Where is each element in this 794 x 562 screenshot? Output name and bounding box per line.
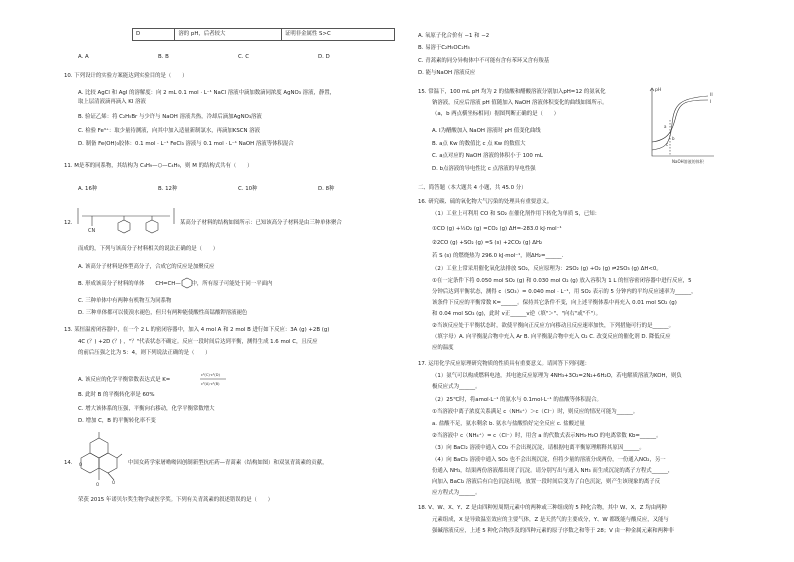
q16-line: （1）工业上可利用 CO 和 SO₂ 在催化剂作用下转化为单质 S，已知：	[432, 211, 601, 217]
q17-line: 极反应式为______。	[432, 384, 481, 390]
q17-line: a. 盐酸不足，氨水剩余 b. 氨水与盐酸恰好完全反应 c. 盐酸过量	[432, 421, 585, 427]
svg-text:O: O	[79, 462, 83, 467]
q14-number: 14.	[64, 460, 73, 466]
svg-text:c⁴(C)·c²(D): c⁴(C)·c²(D)	[201, 373, 220, 377]
q10-option-c[interactable]: C. 检验 Fe³⁺：取少量待测液，向其中加入适量新制氯水，再滴加KSCN 溶液	[78, 128, 261, 134]
q15-stem-3: （a，b 两点横坐标相同）据图判断正确的是（ ）	[432, 111, 560, 117]
answer-table	[132, 28, 395, 41]
q14-option-b[interactable]: B. 易溶于C₂H₅OC₂H₅	[418, 45, 470, 51]
artemisinin-structure-figure	[74, 430, 124, 490]
q14-option-c[interactable]: C. 青蒿素的同分异构体中不可能有含有苯环又含有羧基	[418, 58, 550, 64]
curve-label-II: II	[710, 93, 713, 98]
q12-stem: 某高分子材料的结构如图所示：已知该高分子材料是由三种单体聚合	[180, 220, 342, 226]
q15-stem-2: 钠溶液，反应后溶液 pH 值随加入 NaOH 溶液体积变化的曲线如图所示。	[432, 100, 608, 106]
section-title: 二、简答题（本大题共 4 小题，共 45.0 分）	[418, 185, 527, 191]
q18-line: 元素组成，X 是导致温室效应的主要气体，Z 是天然气的主要成分，Y、W 都既能与酸反应，又能与	[432, 517, 669, 523]
q13-option-c[interactable]: C. 增大该体系的压强，平衡向右移动，化学平衡常数增大	[78, 406, 215, 412]
svg-text:O: O	[112, 480, 116, 485]
q13-stem-2: 4C (？) +2D (？) ，"？"代表状态不确定。反应一段时间后达到平衡，测得生成 1.6 mol C，且反应	[78, 339, 318, 345]
q17-line: 向加入 BaCl₂ 溶液后有白色沉淀出现，放置一段时间后变为了白色沉淀，则产生该现象的离子反	[432, 479, 661, 485]
q12-option-c[interactable]: C. 三种单体中有两种有机物互为同系物	[78, 298, 172, 304]
q10-option-a-cont: 取上层清液滴再滴入 KI 溶液	[78, 99, 146, 105]
q16-line: 分钟后达到平衡状态，测得 c（SO₃）= 0.040 mol · L⁻¹，用 SO₂ 表示的 5 分钟内的平均反应速率为______，	[432, 289, 697, 295]
q15-stem: 15. 常温下，100 mL pH 均为 2 的盐酸和醋酸溶液分别加入pH=12 的氨氧化	[418, 89, 606, 95]
q17-line: 17. 运用化学反应原理研究物质的性质具有重要意义。请回答下列问题：	[418, 361, 591, 367]
q16-line: （2）工业上常采用催化氧化法排放 SO₂，反应原理为：2SO₂ (g) +O₂ (g) ⇌2SO₃ (g) ΔH<0。	[432, 266, 662, 272]
q17-line: ①当溶液中离子浓度关系满足 c（NH₄⁺）＞c（Cl⁻）时，则反应的情况可能为______。	[432, 409, 639, 415]
svg-text:c³(A)·c²(B): c³(A)·c²(B)	[201, 382, 220, 386]
q14-option-d[interactable]: D. 能与NaOH 溶液反应	[418, 70, 476, 76]
option-b[interactable]: B. 12种	[158, 186, 178, 192]
q10-option-d[interactable]: D. 制备 Fe(OH)₃胶体：0.1 mol · L⁻¹ FeCl₃ 溶液与 0.1 mol · L⁻¹ NaOH 溶液等体积混合	[78, 141, 294, 147]
option-b[interactable]: B. B	[158, 54, 169, 60]
q13-stem: 13. 某恒温密闭容器中，在一个 2 L 的密闭容器中，加入 4 mol A 和 2 mol B 进行如下反应：3A (g) +2B (g)	[64, 327, 330, 333]
option-a[interactable]: A. 16种	[78, 186, 98, 192]
q17-line: ②当溶液中 c（NH₄⁺）= c（Cl⁻）时，用含 a 的代数式表示NH₃·H₂O 的电离常数 Kb=______。	[432, 433, 662, 439]
table-cell: D	[133, 29, 175, 41]
q14-stem-2: 荣获 2015 年诺贝尔奖生物学或医学奖。下列有关青蒿素的叙述错误的是（ ）	[78, 497, 274, 503]
titration-curve-figure	[646, 84, 718, 166]
svg-text:O: O	[96, 482, 100, 487]
point-label-b: b	[672, 136, 675, 141]
point-label-a: a	[664, 124, 667, 129]
q17-line: 应方程式为______。	[432, 490, 481, 496]
q16-line: ②当该反应处于平衡状态时，欲使平衡向正反应方向移动且反应速率加快，下列措施可行的是______。	[432, 323, 675, 329]
q17-line: 份通入 NH₃，结果两份溶液都出现了沉淀。请分别写出与通入 NH₃ 而生成沉淀的离子方程式______，	[432, 468, 674, 474]
q16-line: 若 S (s) 的燃烧热为 296.0 kJ·mol⁻¹，则ΔH₂=______.	[432, 253, 564, 259]
q15-option-a[interactable]: A. Ⅰ为醋酸加入 NaOH 溶液时 pH 值变化曲线	[432, 128, 541, 134]
q15-option-d[interactable]: D. b点溶液的导电性比 c 点溶液的导电性强	[432, 166, 536, 172]
q12-stem-2: 而成的，下列与该高分子材料相关的说法正确的是（ ）	[78, 246, 219, 252]
q17-line: （2）25℃时，将amol·L⁻¹ 的氨水与 0.1mol·L⁻¹ 的盐酸等体积混合。	[432, 397, 602, 403]
q10-stem: 10. 下列设计的实验方案能达到实验目的是（ ）	[64, 73, 188, 79]
q17-line: （3）向 BaCl₂ 溶液中通入 CO₂ 不会出现沉淀，请根据电离平衡原理解释其原因______。	[432, 445, 645, 451]
q16-line: 和 0.04 mol SO₃ (g)，此时 v正______v逆（填"＞"、"向右"或"不"）。	[432, 311, 602, 317]
option-d[interactable]: D. D	[318, 54, 330, 60]
q13-option-a[interactable]: A. 该反应的化学平衡常数表达式是 K=	[78, 377, 171, 383]
option-c[interactable]: C. C	[238, 54, 249, 60]
q18-line: 18. V、W、X、Y、Z 是由四种短周期元素中的两种或三种组成的 5 种化合物，其中 W、X、Z 均由两种	[418, 505, 667, 511]
q12-option-b[interactable]: B. 形成该高分子材料的单体 CH=CH— 中，所有原子可能处于同一平面内	[78, 281, 273, 287]
option-d[interactable]: D. 8种	[318, 186, 335, 192]
curve-label-I: I	[710, 100, 712, 105]
q12-option-d[interactable]: D. 三种单体都可以使溴水褪色，但只有两种能使酸性高锰酸钾溶液褪色	[78, 310, 248, 316]
q12-number: 12.	[64, 220, 73, 226]
top-options	[78, 54, 398, 61]
q16-line: ②2CO (g) +SO₂ (g) =S (s) +2CO₂ (g) ΔH₂	[432, 240, 543, 246]
q13-option-d[interactable]: D. 增加 C，B 的平衡转化率不变	[78, 418, 156, 424]
option-a[interactable]: A. A	[78, 54, 89, 60]
curve-I	[652, 100, 708, 142]
axis-label-y: pH	[655, 88, 662, 93]
q16-line: （填字母）A. 向平衡混合物中充入 Ar B. 向平衡混合物中充入 O₂ C. 改变反应的催化剂 D. 降低反应	[432, 334, 671, 340]
q16-line: ①CO (g) +½O₂ (g) =CO₂ (g) ΔH=-283.0 kJ·mol⁻¹	[432, 226, 562, 232]
q16-line: 该条件下反应的平衡常数 K=______。保持其它条件不变，向上述平衡体系中再充入 0.01 mol SO₂ (g)	[432, 300, 677, 306]
q12-option-a[interactable]: A. 该高分子材料是体型高分子，合成它的反应是加聚反应	[78, 264, 215, 270]
svg-text:CN: CN	[88, 228, 96, 234]
q17-line: （4）向 BaCl₂ 溶液中通入 SO₂ 也不会出现沉淀，但将少量的溶液分成两份，一份通入NO₂，另一	[432, 457, 666, 463]
benzene-ring-icon	[180, 277, 194, 289]
q10-option-b[interactable]: B. 验证乙烯：将 C₂H₅Br 与少许与 NaOH 溶液共热，冷却后滴加AgNO₃溶液	[78, 114, 262, 120]
equilibrium-fraction-formula	[198, 370, 228, 388]
q18-line: 强碱溶液反应，上述 5 种化合物涉及的四种元素的原子序数之和等于 28；V 由一种金属元素和两种非	[432, 528, 674, 534]
q13-stem-3: 的前后压强之比为 5：4，则下列说法正确的是（ ）	[78, 350, 211, 356]
q16-line: 16. 研究碳、硫的氧化物大气污染的处理具有重要意义。	[418, 199, 553, 205]
q14-option-a[interactable]: A. 氧原子化合价有 −1 和 −2	[418, 33, 490, 39]
q10-option-a[interactable]: A. 比较 AgCl 和 AgI 的溶解度：向 2 mL 0.1 mol · L⁻¹ NaCl 溶液中滴加数滴同浓度 AgNO₃ 溶液，静置，	[78, 90, 336, 96]
q15-option-c[interactable]: C. a点对应的 NaOH 溶液的体积小于 100 mL	[432, 153, 543, 159]
q16-line: ①在一定条件下将 0.050 mol SO₂ (g) 和 0.030 mol O₂ (g) 放入容积为 1 L 的恒容密闭容器中进行反应，5	[432, 278, 692, 284]
option-c[interactable]: C. 10种	[238, 186, 258, 192]
table-cell: 溶的 pH，后者较大	[175, 29, 282, 41]
q11-options	[78, 186, 398, 193]
q15-option-b[interactable]: B. a点 Kw 的数值比 c 点 Kw 的数值大	[432, 141, 526, 147]
axis-label-x: NaOH溶液的体积	[672, 159, 704, 164]
table-cell: 证明非金属性 S>C	[281, 29, 394, 41]
curve-II	[652, 96, 708, 150]
q16-line: 应的温度	[432, 345, 454, 351]
q14-stem: 中国女药学家屠呦呦因创制新型抗疟药—青蒿素（结构如图）和双氢青蒿素的贡献，	[128, 460, 328, 466]
point-label-c: c	[666, 142, 669, 147]
polymer-structure-figure	[74, 200, 178, 248]
q13-option-b[interactable]: B. 此时 B 的平衡转化率是 60%	[78, 392, 155, 398]
q11-stem: 11. M是苯的同系物，其结构为 C₄H₉—⬡—C₄H₉，则 M 的结构式共有（ ）	[64, 163, 253, 169]
q17-line: （1）氨气可以构成燃料电池，其电池反应原理为 4NH₃+3O₂=2N₂+6H₂O，若电解质溶液为KOH，则负	[432, 373, 682, 379]
